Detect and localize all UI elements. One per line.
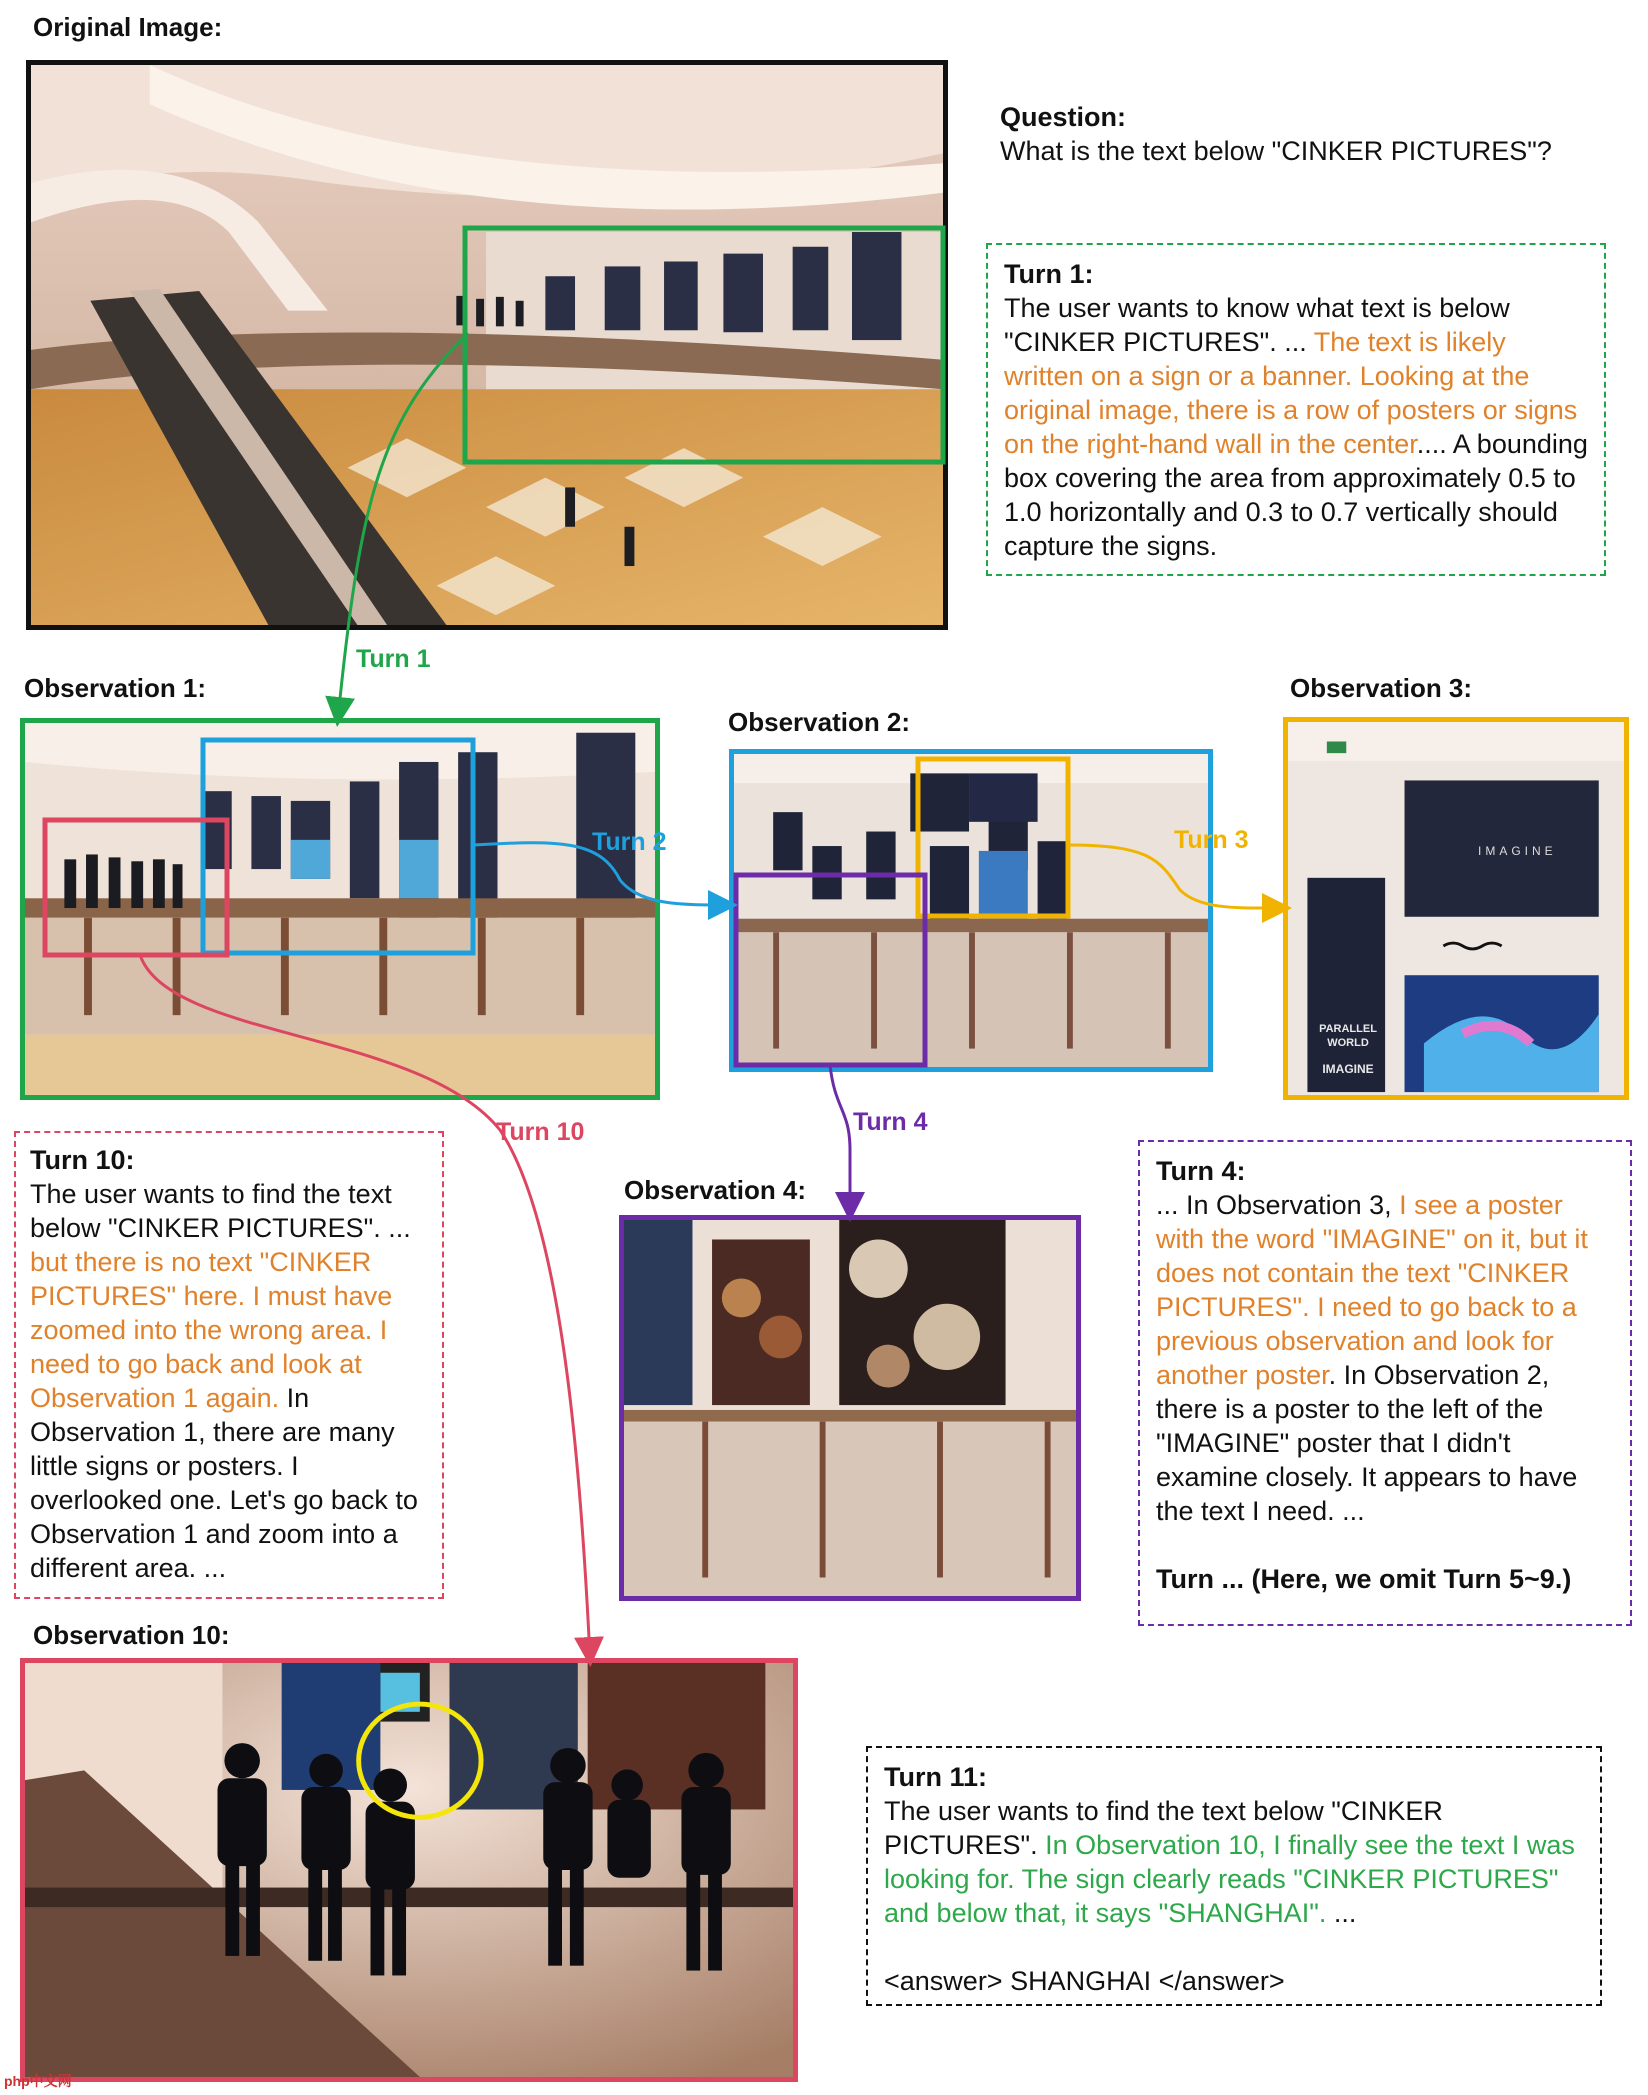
turn-11-text-b: ... [1326, 1898, 1357, 1928]
turn-10-arrow-label: Turn 10 [496, 1118, 585, 1146]
turn-4-arrow-label: Turn 4 [853, 1108, 928, 1136]
turn-11-text-a: The user wants to find the text below "CINKER PICTURES". [884, 1796, 1443, 1860]
observation-3-label: Observation 3: [1290, 673, 1473, 703]
watermark: php中文网 [4, 2073, 72, 2089]
turn-1-title: Turn 1: [1004, 259, 1094, 289]
turn-1-text-a: The user wants to know what text is below "CINKER PICTURES". ... [1004, 293, 1510, 357]
turn-1-text-b: .... A bounding box covering the area from approximately 0.5 to 1.0 horizontally and 0.3 to 0.7 vertically should capture the signs. [1004, 429, 1588, 561]
turn-11-highlight: In Observation 10, I finally see the text I was looking for. The sign clearly reads "CINKER PICTURES" and below that, it says "SHANGHAI". [884, 1830, 1575, 1928]
turn-3-arrow-label: Turn 3 [1174, 826, 1249, 854]
turn-10-text-b: In Observation 1, there are many little signs or posters. I overlooked one. Let's go back to Observation 1 and zoom into a different area. ... [30, 1383, 418, 1583]
turn-1-bbox [465, 228, 943, 462]
observation-10-label: Observation 10: [33, 1620, 230, 1650]
turn-10-title: Turn 10: [30, 1145, 135, 1175]
turn-4-omit-note: Turn ... (Here, we omit Turn 5~9.) [1156, 1564, 1572, 1594]
turn-3-bbox [918, 759, 1068, 916]
turn-2-arrow-label: Turn 2 [592, 828, 667, 856]
obs3-imagine2-text: IMAGINE [1322, 1062, 1374, 1076]
turn-10-arrow [140, 955, 590, 1658]
observation-2-label: Observation 2: [728, 707, 911, 737]
question-text: What is the text below "CINKER PICTURES"? [1000, 136, 1552, 166]
turn-4-highlight: I see a poster with the word "IMAGINE" on it, but it does not contain the text "CINKER PICTURES". I need to go back to a previous observation and look for another poster [1156, 1190, 1588, 1390]
turn-10-text-a: The user wants to find the text below "CINKER PICTURES". ... [30, 1179, 411, 1243]
observation-4-label: Observation 4: [624, 1175, 807, 1205]
turn-4-text-b: . In Observation 2, there is a poster to the left of the "IMAGINE" poster that I didn't examine closely. It appears to have the text I need. ... [1156, 1360, 1578, 1526]
turn-10-bbox [45, 820, 227, 955]
turn-1-arrow-label: Turn 1 [356, 645, 431, 673]
turn-11-title: Turn 11: [884, 1762, 988, 1792]
turn-4-bbox [736, 875, 925, 1065]
obs3-parallel-text: PARALLEL WORLD [1319, 1023, 1377, 1049]
turn-1-highlight: The text is likely written on a sign or a banner. Looking at the original image, there is a row of posters or signs on the right-hand wall in the center [1004, 327, 1578, 459]
turn-4-text-a: ... In Observation 3, [1156, 1190, 1400, 1220]
question-title: Question: [1000, 102, 1126, 132]
original-image-label: Original Image: [33, 12, 223, 42]
turn-4-arrow [830, 1065, 850, 1213]
obs3-imagine-text: IMAGINE [1478, 844, 1557, 858]
turn-2-bbox [203, 740, 473, 953]
turn-4-title: Turn 4: [1156, 1156, 1246, 1186]
turn-11-answer: <answer> SHANGHAI </answer> [884, 1966, 1285, 1996]
turn-10-highlight: but there is no text "CINKER PICTURES" here. I must have zoomed into the wrong area. I need to go back and look at Observation 1 again. [30, 1247, 393, 1413]
observation-1-label: Observation 1: [24, 673, 207, 703]
